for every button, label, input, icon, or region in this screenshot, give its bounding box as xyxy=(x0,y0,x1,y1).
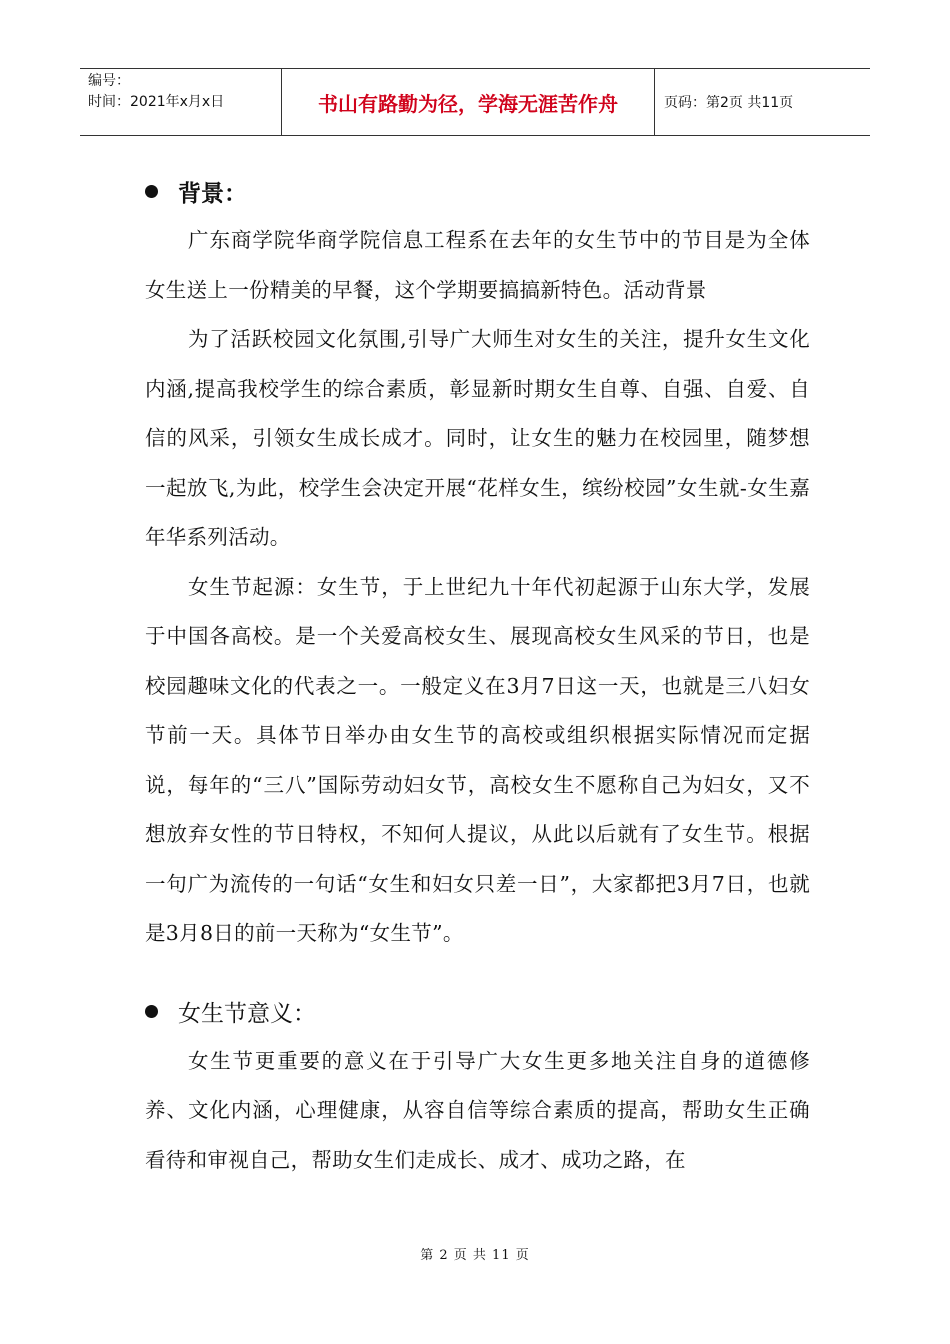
header-date-label: 时间：2021年x月x日 xyxy=(88,94,225,110)
bullet-icon xyxy=(145,1005,158,1018)
paragraph: 为了活跃校园文化氛围,引导广大师生对女生的关注，提升女生文化内涵,提高我校学生的综合素质，彰显新时期女生自尊、自强、自爱、自信的风采，引领女生成长成才。同时，让女生的魅力在校园里，随梦想一起放飞,为此，校学生会决定开展“花样女生，缤纷校园”女生就-女生嘉年华系列活动。 xyxy=(145,327,810,549)
paragraph: 广东商学院华商学院信息工程系在去年的女生节中的节目是为全体女生送上一份精美的早餐，这个学期要搞搞新特色。活动背景 xyxy=(145,228,810,302)
header-meta xyxy=(80,69,282,135)
paragraph: 女生节起源：女生节，于上世纪九十年代初起源于山东大学，发展于中国各高校。是一个关爱高校女生、展现高校女生风采的节日，也是校园趣味文化的代表之一。一般定义在3月7日这一天，也就是三八妇女节前一天。具体节日举办由女生节的高校或组织根据实际情况而定据说，每年的“三八”国际劳动妇女节，高校女生不愿称自己为妇女，又不想放弃女性的节日特权，不知何人提议，从此以后就有了女生节。根据一句广为流传的一句话“女生和妇女只差一日”，大家都把3月7日，也就是3月8日的前一天称为“女生节”。 xyxy=(145,574,810,945)
section-heading-background xyxy=(145,166,810,216)
section-heading-text: 背景： xyxy=(178,180,247,207)
header-motto: 书山有路勤为径，学海无涯苦作舟 xyxy=(282,69,655,135)
section-heading-significance xyxy=(145,987,810,1037)
section-heading-text: 女生节意义： xyxy=(178,1001,316,1027)
page-footer: 第 2 页 共 11 页 xyxy=(420,1248,530,1263)
header-number-label: 编号： xyxy=(88,73,130,89)
header-page-info: 页码：第2页 共11页 xyxy=(664,95,794,111)
document-body xyxy=(145,160,810,1185)
page-header xyxy=(80,68,870,136)
paragraph: 女生节更重要的意义在于引导广大女生更多地关注自身的道德修养、文化内涵，心理健康，从容自信等综合素质的提高，帮助女生正确看待和审视自己，帮助女生们走成长、成才、成功之路，在 xyxy=(145,1048,810,1172)
bullet-icon xyxy=(145,185,158,198)
